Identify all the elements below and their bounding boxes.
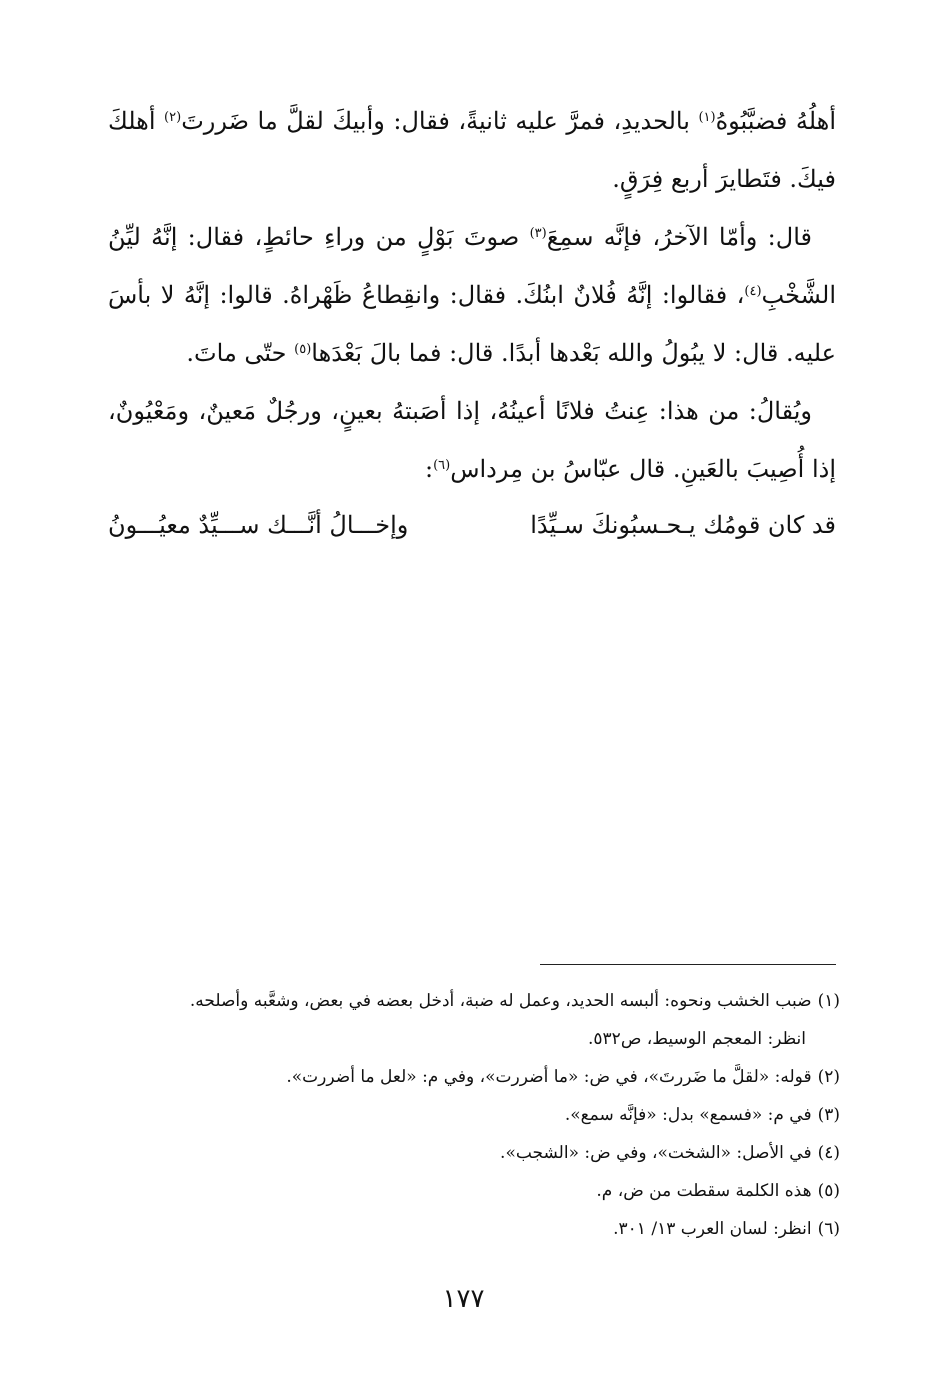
footnote-ref-1[interactable]: (١) <box>698 110 716 125</box>
footnote-number: (٥) <box>817 1181 840 1201</box>
footnote-4 <box>108 1134 840 1172</box>
paragraph-2: قال: وأمّا الآخرُ، فإنَّه سمِعَ$^{(٣)}$ صوتَ بَوْلٍ من وراءِ حائطٍ، فقال: إنَّهُ ليِّنُ الشَّخْبِ$^{(٤)}$، فقالوا: إنَّهُ فُلانٌ ابنُكَ. فقال: وانقِطاعُ ظَهْراهُ. قالوا: إنَّهُ لا بأسَ عليه. قال: لا يبُولُ والله بَعْدها أبدًا. قال: فما بالَ بَعْدَها$^{(٥)}$ حتّى ماتَ. <box>108 223 836 367</box>
footnote-1-continuation: انظر: المعجم الوسيط، ص٥٣٢. <box>588 1029 806 1049</box>
footnote-6 <box>108 1210 840 1248</box>
footnote-text: قوله: «لقلَّ ما ضَررتَ»، في ض: «ما أضررت»، وفي م: «لعل ما أضررت». <box>286 1067 812 1087</box>
footnote-text: في الأصل: «الشخت»، وفي ض: «الشجب». <box>500 1143 812 1163</box>
paragraph-1: أهلُهُ فضبَّبُوهُ$^{(١)}$ بالحديدِ، فمرَّ عليه ثانيةً، فقال: وأبيكَ لقلَّ ما ضَررتَ$^{(٢)}$ أهلكَ فيكَ. فتَطايرَ أربع فِرَقٍ. <box>108 107 836 193</box>
verse-hemistich-1: قد كان قومُك يـحـسبُونكَ سـيِّدًا <box>530 511 836 539</box>
footnote-5 <box>108 1172 840 1210</box>
footnote-text: في م: «فسمع» بدل: «فإنَّه سمع». <box>564 1105 812 1125</box>
footnote-ref-4[interactable]: (٤) <box>744 284 762 299</box>
verse-hemistich-2: وإخـــالُ أنَّـــك ســـيِّدٌ معيُـــونُ <box>108 511 409 539</box>
footnote-ref-6[interactable]: (٦) <box>433 458 451 473</box>
footnote-3 <box>108 1096 840 1134</box>
poetry-verse <box>108 496 836 554</box>
footnote-number: (٤) <box>817 1143 840 1163</box>
page-number: ١٧٧ <box>442 1284 485 1314</box>
footnotes <box>108 982 840 1248</box>
footnote-text: ضبب الخشب ونحوه: ألبسه الحديد، وعمل له ضبة، أدخل بعضه في بعض، وشعَّبه وأصلحه. <box>189 991 812 1011</box>
footnote-number: (٦) <box>817 1219 840 1239</box>
footnote-1 <box>108 982 840 1020</box>
footnote-separator <box>540 964 836 965</box>
footnote-ref-2[interactable]: (٢) <box>164 110 182 125</box>
footnote-number: (١) <box>817 991 840 1011</box>
footnote-text: انظر: لسان العرب ١٣/ ٣٠١. <box>613 1219 812 1239</box>
paragraph-3: ويُقالُ: من هذا: عِنتُ فلانًا أعينُهُ، إذا أصَبتهُ بعينٍ، ورجُلٌ مَعينٌ، ومَعْيُونٌ، إذا أُصِيبَ بالعَينِ. قال عبّاسُ بن مِرداس$^{(٦)}$: <box>108 397 836 483</box>
main-text <box>108 92 836 498</box>
footnote-number: (٢) <box>817 1067 840 1087</box>
footnote-ref-5[interactable]: (٥) <box>294 342 312 357</box>
footnote-ref-3[interactable]: (٣) <box>529 226 547 241</box>
footnote-text: هذه الكلمة سقطت من ض، م. <box>596 1181 812 1201</box>
footnote-2 <box>108 1058 840 1096</box>
footnote-number: (٣) <box>817 1105 840 1125</box>
